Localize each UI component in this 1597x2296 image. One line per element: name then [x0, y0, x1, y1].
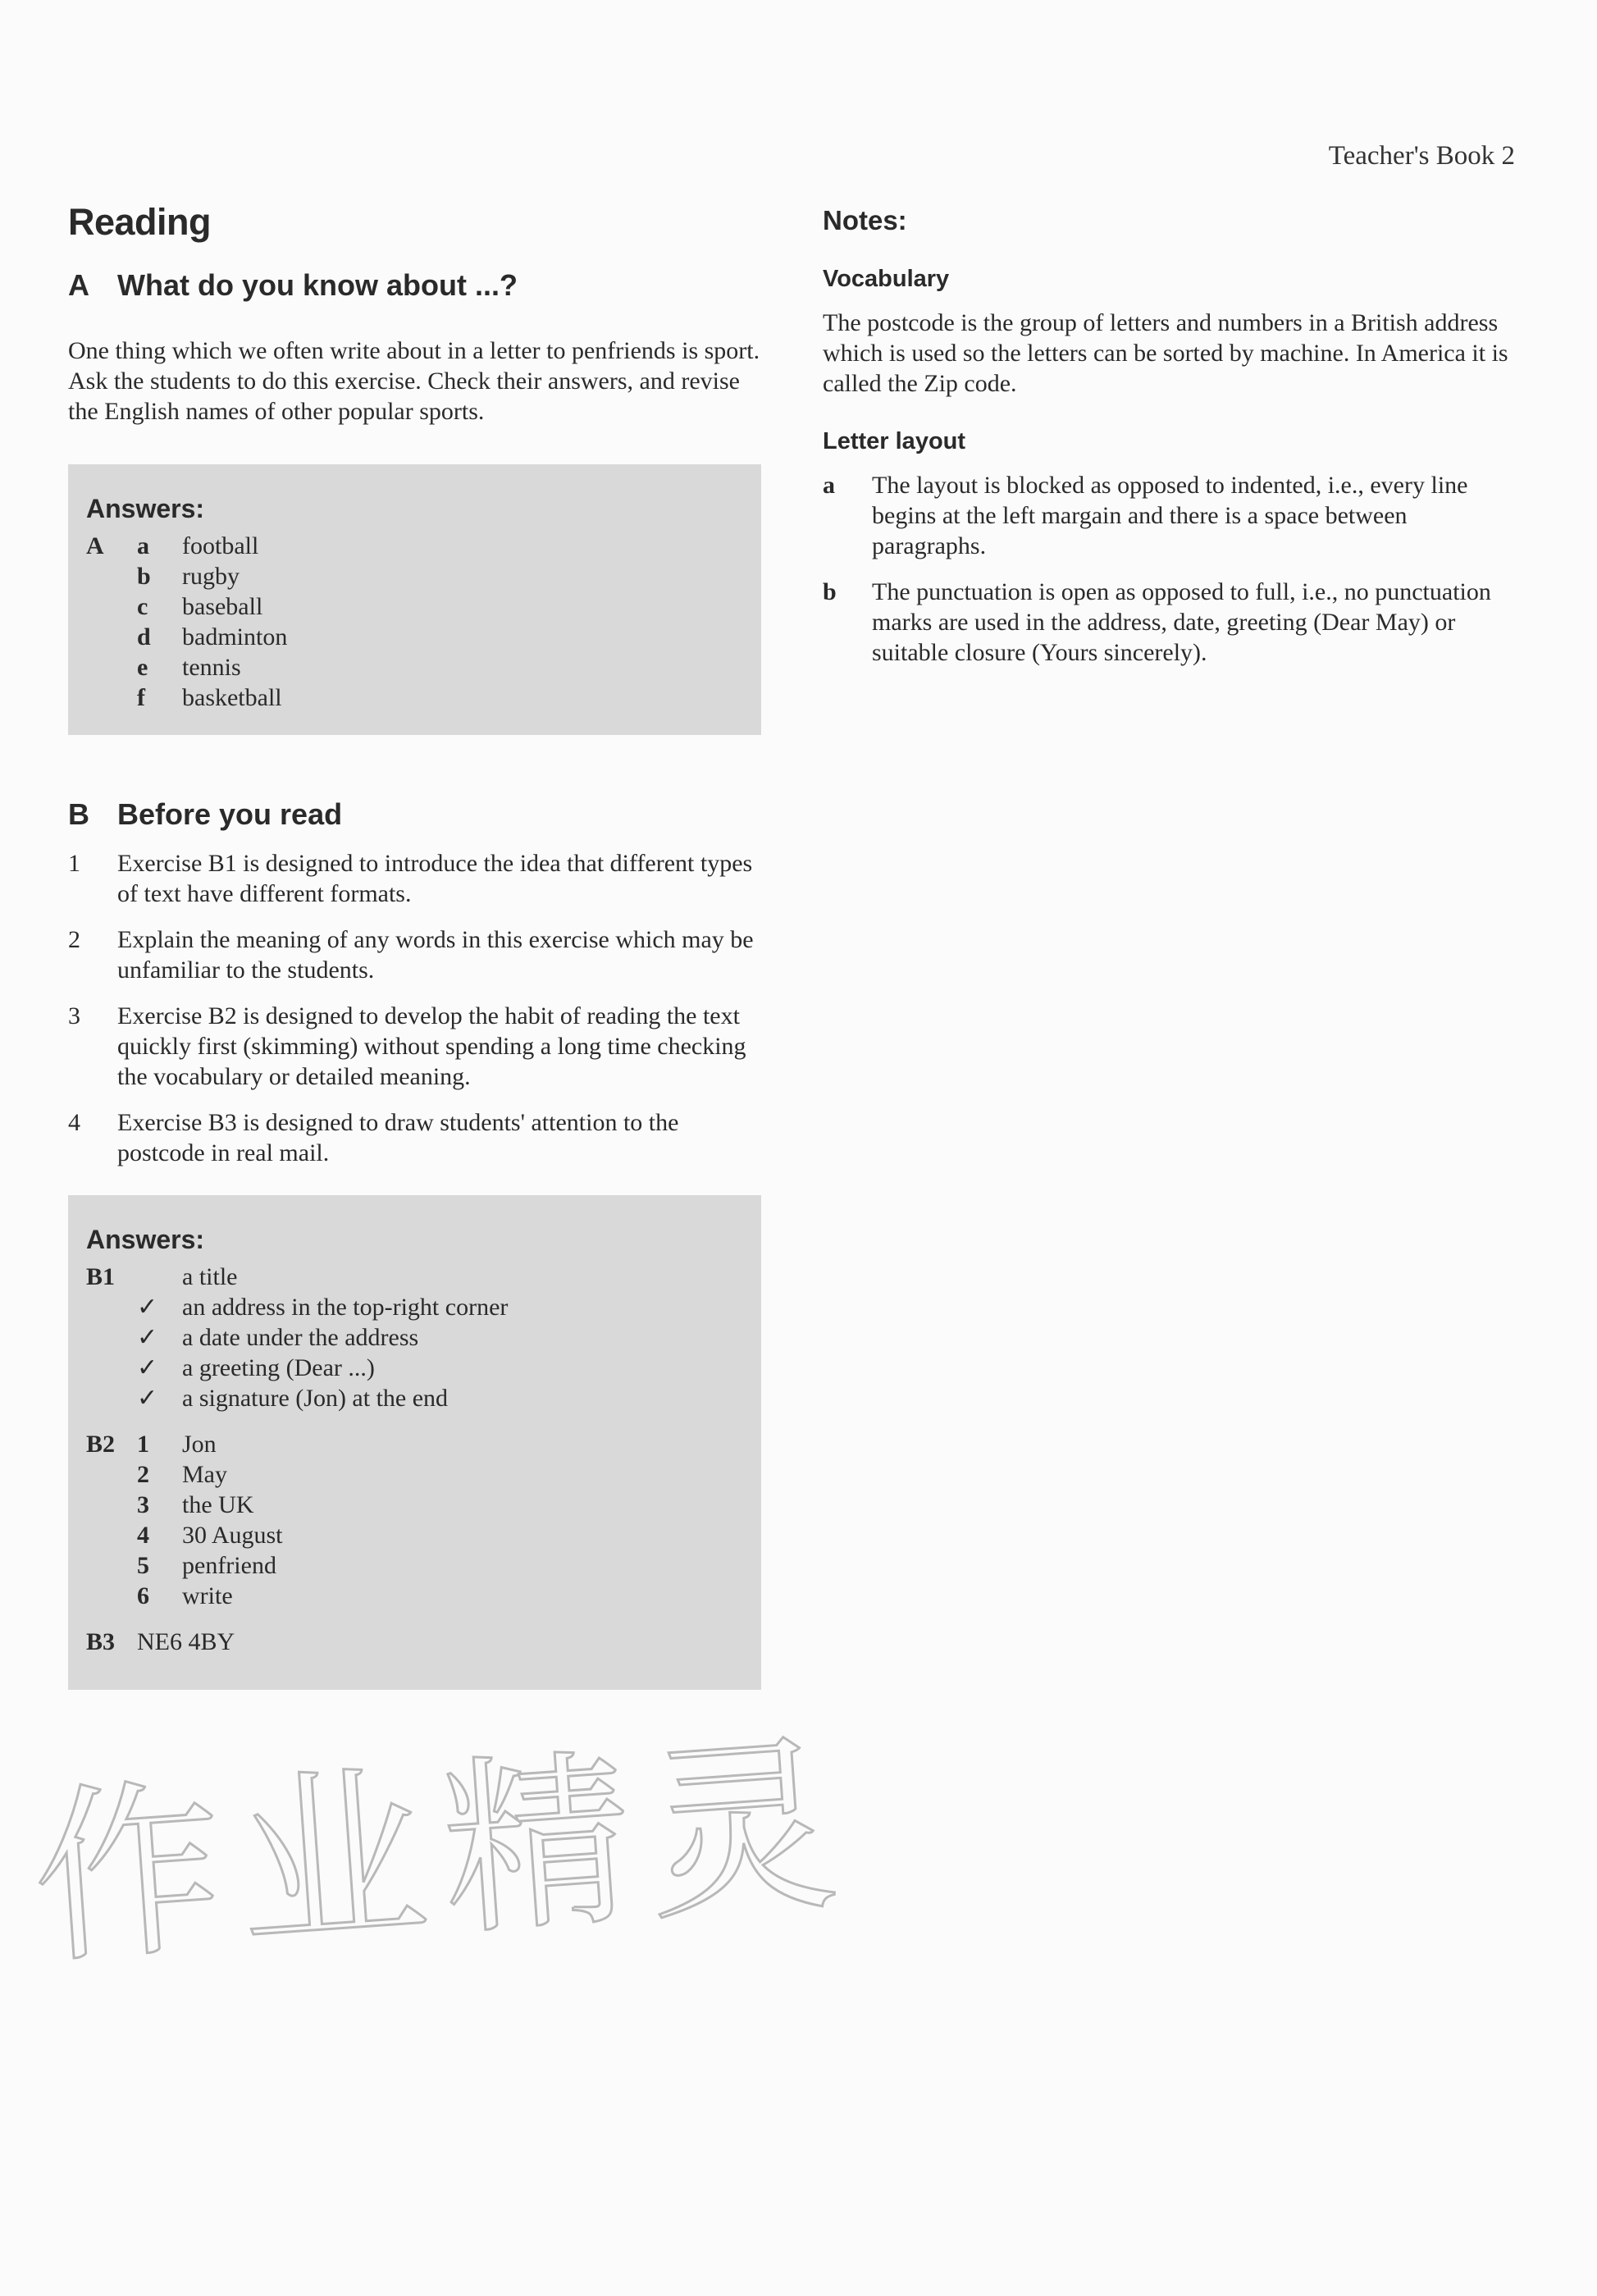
answer-key: b [137, 563, 151, 590]
answer-row [86, 1262, 743, 1292]
answer-number: 6 [137, 1582, 149, 1609]
check-icon: ✓ [137, 1293, 158, 1321]
answers-title: Answers: [86, 1225, 205, 1254]
list-item [68, 924, 761, 985]
answer-key: d [137, 623, 151, 650]
answer-key: a [137, 532, 149, 559]
list-text: Explain the meaning of any words in this exercise which may be unfamiliar to the students. [117, 926, 754, 984]
section-b-list [68, 848, 761, 1168]
vocabulary-heading: Vocabulary [823, 266, 950, 292]
list-item [68, 1001, 761, 1092]
list-letter: b [823, 578, 837, 605]
answer-row [86, 682, 743, 713]
answer-row [86, 1581, 743, 1611]
answer-row [86, 531, 743, 561]
check-icon: ✓ [137, 1353, 158, 1382]
answer-row [86, 1520, 743, 1550]
section-b-letter: B [68, 797, 89, 831]
answer-text: 30 August [182, 1522, 283, 1549]
answer-key: e [137, 654, 148, 681]
section-a-letter: A [68, 268, 89, 302]
answers-box-a [68, 464, 761, 735]
answer-row [86, 561, 743, 591]
answer-text: the UK [182, 1491, 254, 1518]
answer-text: an address in the top-right corner [182, 1294, 509, 1321]
answer-row [86, 652, 743, 682]
answer-group-label: A [86, 532, 104, 559]
answer-text: a title [182, 1263, 238, 1290]
answer-text: a greeting (Dear ...) [182, 1354, 375, 1381]
answer-group-label: B1 [86, 1263, 116, 1290]
list-text: Exercise B1 is designed to introduce the idea that different types of text have different formats. [117, 850, 753, 907]
answer-text: write [182, 1582, 233, 1609]
answer-text: badminton [182, 623, 288, 650]
check-icon: ✓ [137, 1384, 158, 1413]
answer-group-label: B3 [86, 1628, 116, 1655]
check-icon: ✓ [137, 1323, 158, 1352]
answer-row [86, 1322, 743, 1353]
notes-title: Notes: [823, 205, 907, 235]
section-a-intro: One thing which we often write about in a letter to penfriends is sport. Ask the students to do this exercise. Check their answers, and revise the English names of other popular sports. [68, 337, 760, 425]
left-column [68, 201, 761, 1690]
section-a-heading [68, 268, 761, 303]
answer-text: a date under the address [182, 1324, 419, 1351]
answer-row [86, 1490, 743, 1520]
section-title: Reading [68, 201, 212, 243]
letter-layout-heading: Letter layout [823, 428, 966, 454]
answer-text: NE6 4BY [137, 1628, 235, 1655]
list-item [68, 848, 761, 909]
answer-row [86, 1459, 743, 1490]
answer-row [86, 1429, 743, 1459]
answer-text: football [182, 532, 259, 559]
answer-number: 3 [137, 1491, 149, 1518]
answer-text: May [182, 1461, 227, 1488]
answer-text: rugby [182, 563, 240, 590]
answer-key: c [137, 593, 148, 620]
answer-text: penfriend [182, 1552, 276, 1579]
list-number: 4 [68, 1109, 80, 1136]
answer-number: 5 [137, 1552, 149, 1579]
answer-number: 2 [137, 1461, 149, 1488]
running-head: Teacher's Book 2 [1328, 141, 1515, 171]
answer-row [86, 1627, 743, 1657]
answer-text: basketball [182, 684, 282, 711]
section-b-heading [68, 797, 761, 832]
answer-row [86, 1550, 743, 1581]
answer-row [86, 1383, 743, 1413]
answer-key: f [137, 684, 145, 711]
list-number: 1 [68, 850, 80, 877]
answer-text: tennis [182, 654, 241, 681]
list-number: 3 [68, 1002, 80, 1029]
vocabulary-text: The postcode is the group of letters and numbers in a British address which is used so the letters can be sorted by machine. In America it is called the Zip code. [823, 309, 1508, 397]
check-icon [137, 1262, 182, 1292]
answer-row [86, 1353, 743, 1383]
list-text: The layout is blocked as opposed to indented, i.e., every line begins at the left margain and there is a space between paragraphs. [872, 472, 1468, 559]
answer-number: 4 [137, 1522, 149, 1549]
answer-text: Jon [182, 1431, 217, 1458]
answer-text: baseball [182, 593, 263, 620]
section-b-title: Before you read [117, 797, 343, 831]
list-text: Exercise B3 is designed to draw students' attention to the postcode in real mail. [117, 1109, 679, 1166]
list-text: The punctuation is open as opposed to full, i.e., no punctuation marks are used in the address, date, greeting (Dear May) or suitable closure (Yours sincerely). [872, 578, 1491, 666]
watermark: 作业精灵 [25, 1714, 860, 1991]
list-number: 2 [68, 926, 80, 953]
answer-text: a signature (Jon) at the end [182, 1385, 449, 1412]
list-item [68, 1107, 761, 1168]
list-item [823, 577, 1520, 668]
answers-box-b [68, 1195, 761, 1690]
list-letter: a [823, 472, 835, 499]
right-column [823, 205, 1520, 683]
list-item [823, 470, 1520, 561]
section-a-title: What do you know about ...? [117, 268, 518, 302]
list-text: Exercise B2 is designed to develop the habit of reading the text quickly first (skimming) without spending a long time checking the vocabulary or detailed meaning. [117, 1002, 746, 1090]
answer-group-label: B2 [86, 1431, 116, 1458]
answer-row [86, 622, 743, 652]
answer-number: 1 [137, 1431, 149, 1458]
answer-row [86, 591, 743, 622]
answers-title: Answers: [86, 494, 205, 523]
answer-row [86, 1292, 743, 1322]
